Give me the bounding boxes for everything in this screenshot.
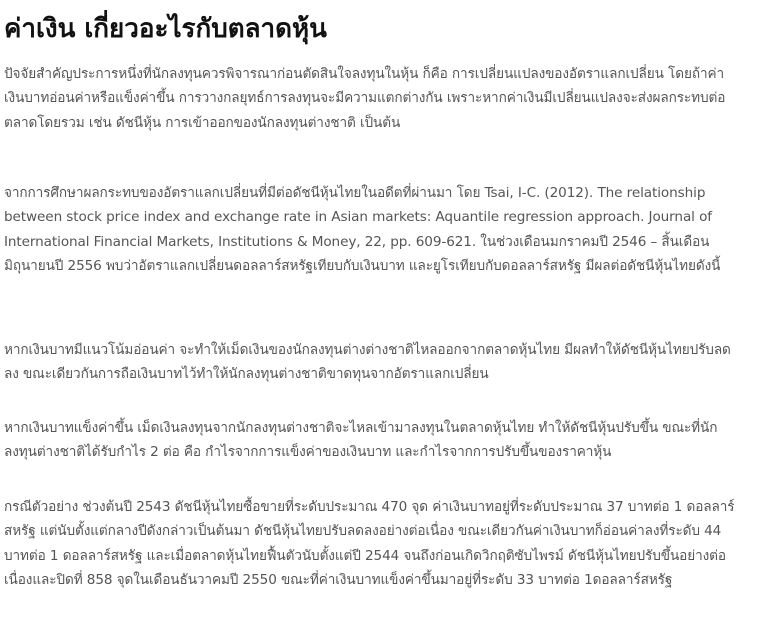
article-title: ค่าเงิน เกี่ยวอะไรกับตลาดหุ้น [4,14,327,44]
article-paragraph-weak-baht: หากเงินบาทมีแนวโน้มอ่อนค่า จะทำให้เม็ดเงินของนักลงทุนต่างต่างชาติไหลออกจากตลาดหุ้นไทย มีผลทำให้ดัชนีหุ้นไทยปรับลดลง ขณะเดียวกันการถือเงินบาทไว้ทำให้นักลงทุนต่างชาติขาดทุนจากอัตราแลกเปลี่ยน [4,342,731,383]
article-paragraph-example: กรณีตัวอย่าง ช่วงต้นปี 2543 ดัชนีหุ้นไทยซื้อขายที่ระดับประมาณ 470 จุด ค่าเงินบาทอยู่ที่ระดับประมาณ 37 บาทต่อ 1 ดอลลาร์สหรัฐ แต่นับตั้งแต่กลางปีดังกล่าวเป็นต้นมา ดัชนีหุ้นไทยปรับลดลงอย่างต่อเนื่อง ขณะเดียวกันค่าเงินบาทก็อ่อนค่าลงที่ระดับ 44 บาทต่อ 1 ดอลลาร์สหรัฐ และเมื่อตลาดหุ้นไทยฟื้นตัวนับตั้งแต่ปี 2544 จนถึงก่อนเกิดวิกฤติซับไพรม์ ดัชนีหุ้นไทยปรับขึ้นอย่างต่อเนื่องและปิดที่ 858 จุดในเดือนธันวาคมปี 2550 ขณะที่ค่าเงินบาทแข็งค่าขึ้นมาอยู่ที่ระดับ 33 บาทต่อ 1ดอลลาร์สหรัฐ [4,499,735,588]
article-paragraph-study: จากการศึกษาผลกระทบของอัตราแลกเปลี่ยนที่มีต่อดัชนีหุ้นไทยในอดีตที่ผ่านมา โดย Tsai, I-C. (2012). The relationship between stock price index and exchange rate in Asian markets: Aquantile regression approach. Journal of International Financial Markets, Institutions & Money, 22, pp. 609-621. ในช่วงเดือนมกราคมปี 2546 – สิ้นเดือนมิถุนายนปี 2556 พบว่าอัตราแลกเปลี่ยนดอลลาร์สหรัฐเทียบกับเงินบาท และยูโรเทียบกับดอลลาร์สหรัฐ มีผลต่อดัชนีหุ้นไทยดังนี้ [4,185,721,274]
article-paragraph-strong-baht: หากเงินบาทแข็งค่าขึ้น เม็ดเงินลงทุนจากนักลงทุนต่างชาติจะไหลเข้ามาลงทุนในตลาดหุ้นไทย ทำให้ดัชนีหุ้นปรับขึ้น ขณะที่นักลงทุนต่างชาติได้รับกำไร 2 ต่อ คือ กำไรจากการแข็งค่าของเงินบาท และกำไรจากการปรับขึ้นของราคาหุ้น [4,420,718,461]
article-paragraph-intro: ปัจจัยสำคัญประการหนึ่งที่นักลงทุนควรพิจารณาก่อนตัดสินใจลงทุนในหุ้น ก็คือ การเปลี่ยนแปลงของอัตราแลกเปลี่ยน โดยถ้าค่าเงินบาทอ่อนค่าหรือแข็งค่าขึ้น การวางกลยุทธ์การลงทุนจะมีความแตกต่างกัน เพราะหากค่าเงินมีเปลี่ยนแปลงจะส่งผลกระทบต่อตลาดโดยรวม เช่น ดัชนีหุ้น การเข้าออกของนักลงทุนต่างชาติ เป็นต้น [4,66,726,131]
